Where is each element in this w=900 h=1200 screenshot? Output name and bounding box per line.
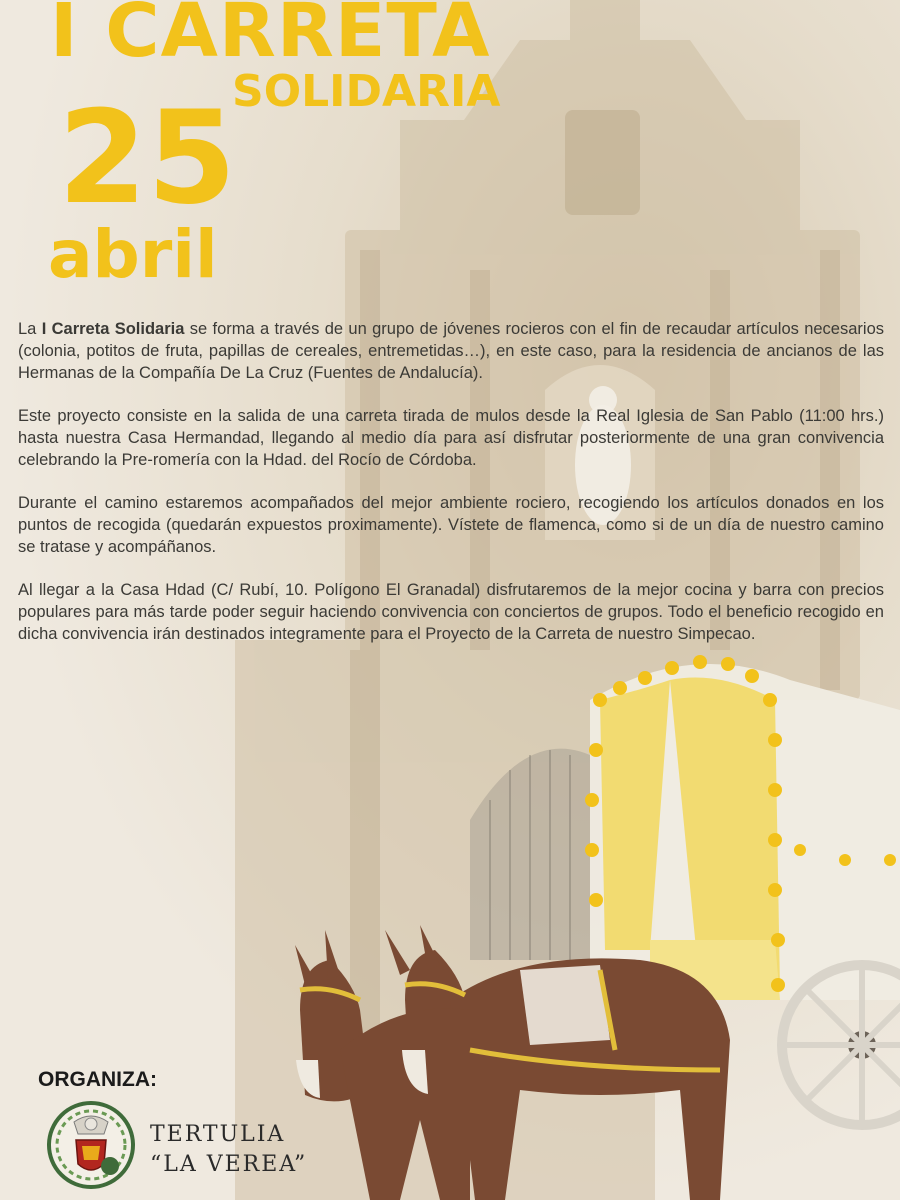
event-date-day: 25 [58,84,237,233]
event-description [18,318,884,666]
tertulia-crest-icon [46,1100,136,1190]
event-date-month: abril [48,216,218,293]
organiza-label: ORGANIZA: [38,1068,157,1091]
event-title-line1: I CARRETA [50,0,491,74]
paragraph-route: Este proyecto consiste en la salida de una carreta tirada de mulos desde la Real Iglesia de San Pablo (11:00 hrs.) hasta nuestra Casa Hermandad, llegando al medio día para así disfrutar posteriormente de una gran convivencia celebrando la Pre-romería con la Hdad. del Rocío de Córdoba. [18,407,884,469]
organizer-name [150,1120,307,1180]
organizer-name-line2: “LA VEREA” [150,1152,308,1177]
intro-prefix: La [18,320,42,338]
paragraph-celebration: Al llegar a la Casa Hdad (C/ Rubí, 10. Polígono El Granadal) disfrutaremos de la mejor cocina y barra con precios populares para más tarde poder seguir haciendo convivencia con conciertos de grupos. Todo el beneficio recogido en dicha convivencia irán destinados integramente para el Proyecto de la Carreta de nuestro Simpecao. [18,581,884,643]
paragraph-intro [18,318,884,384]
paragraph-collection: Durante el camino estaremos acompañados del mejor ambiente rociero, recogiendo los artículos donados en los puntos de recogida (quedarán expuestos proximamente). Vístete de flamenca, como si de un día de nuestro camino se tratase y acompáñanos. [18,494,884,556]
intro-highlight: I Carreta Solidaria [41,320,185,338]
intro-text: se forma a través de un grupo de jóvenes rocieros con el fin de recaudar artículos necesarios (colonia, potitos de fruta, papillas de cereales, entremetidas…), en este caso, para la residencia de ancianos de las Hermanas de la Compañía De La Cruz (Fuentes de Andalucía). [18,320,884,382]
organizer-name-line1: TERTULIA [150,1122,286,1147]
event-title-line2: SOLIDARIA [232,66,501,117]
